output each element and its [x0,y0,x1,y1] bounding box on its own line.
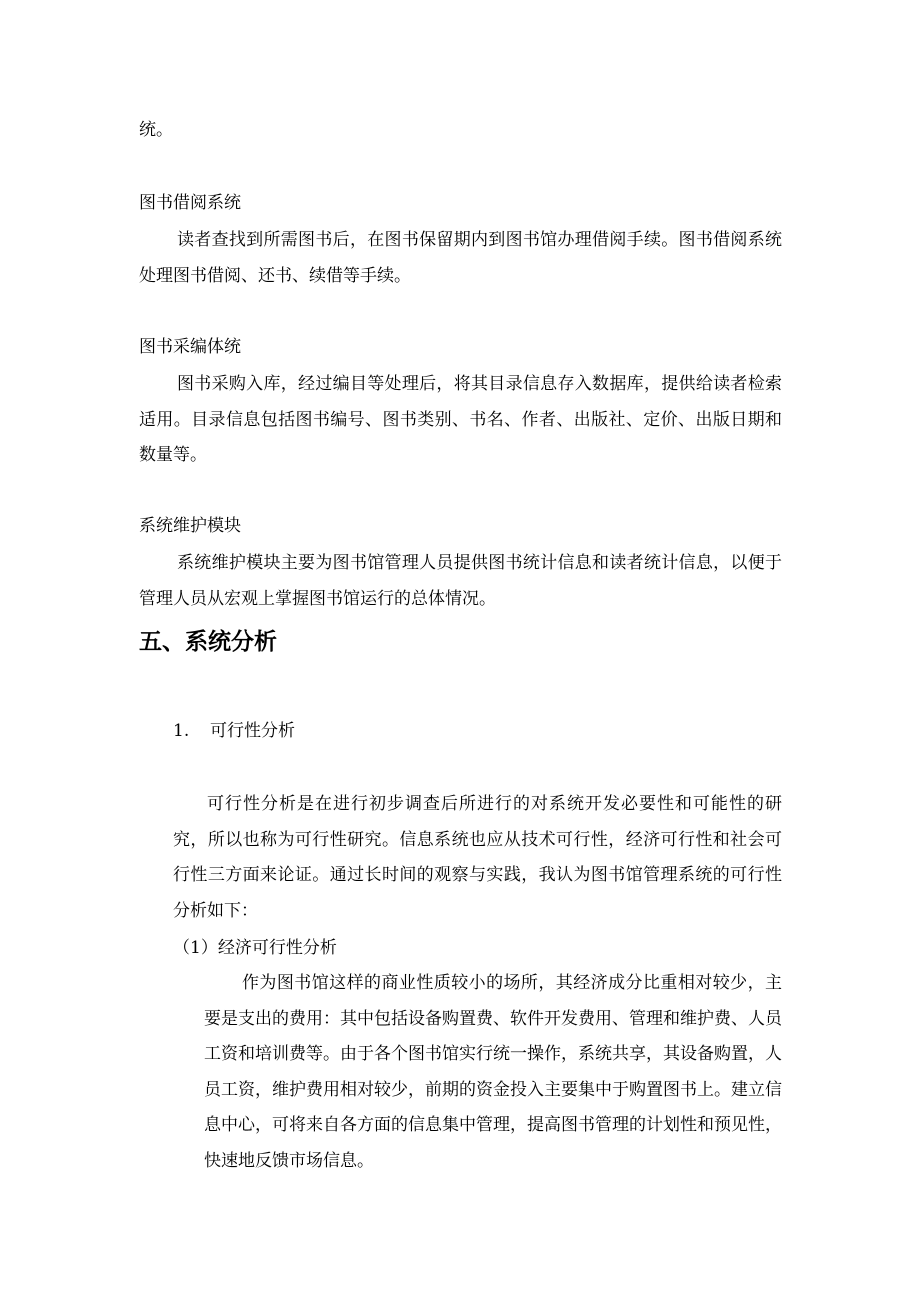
section-body-borrowing: 读者查找到所需图书后，在图书保留期内到图书馆办理借阅手续。图书借阅系统处理图书借阅、还书、续借等手续。 [139,230,782,286]
economic-label: （1）经济可行性分析 [173,938,337,958]
continuation-text: 统。 [139,120,173,140]
subsection-title: 可行性分析 [210,721,296,741]
subsection-heading [173,719,295,743]
section-title-maintenance: 系统维护模块 [139,516,241,536]
section-body-acquisition: 图书采购入库，经过编目等处理后，将其目录信息存入数据库，提供给读者检索适用。目录信息包括图书编号、图书类别、书名、作者、出版社、定价、出版日期和数量等。 [139,374,782,465]
feasibility-intro: 可行性分析是在进行初步调查后所进行的对系统开发必要性和可能性的研究，所以也称为可行性研究。信息系统也应从技术可行性，经济可行性和社会可行性三方面来论证。通过长时间的观察与实践，我认为图书馆管理系统的可行性分析如下： [173,794,782,921]
section-title-acquisition: 图书采编体统 [139,337,241,357]
chapter-heading: 五、系统分析 [139,629,277,655]
economic-body: 作为图书馆这样的商业性质较小的场所，其经济成分比重相对较少，主要是支出的费用：其中包括设备购置费、软件开发费用、管理和维护费、人员工资和培训费等。由于各个图书馆实行统一操作，系统共享，其设备购置，人员工资，维护费用相对较少，前期的资金投入主要集中于购置图书上。建立信息中心，可将来自各方面的信息集中管理，提高图书管理的计划性和预见性，快速地反馈市场信息。 [204,973,782,1171]
section-body-maintenance: 系统维护模块主要为图书馆管理人员提供图书统计信息和读者统计信息，以便于管理人员从宏观上掌握图书馆运行的总体情况。 [139,553,782,609]
subsection-number: 1. [173,721,190,741]
section-title-borrowing: 图书借阅系统 [139,193,241,213]
